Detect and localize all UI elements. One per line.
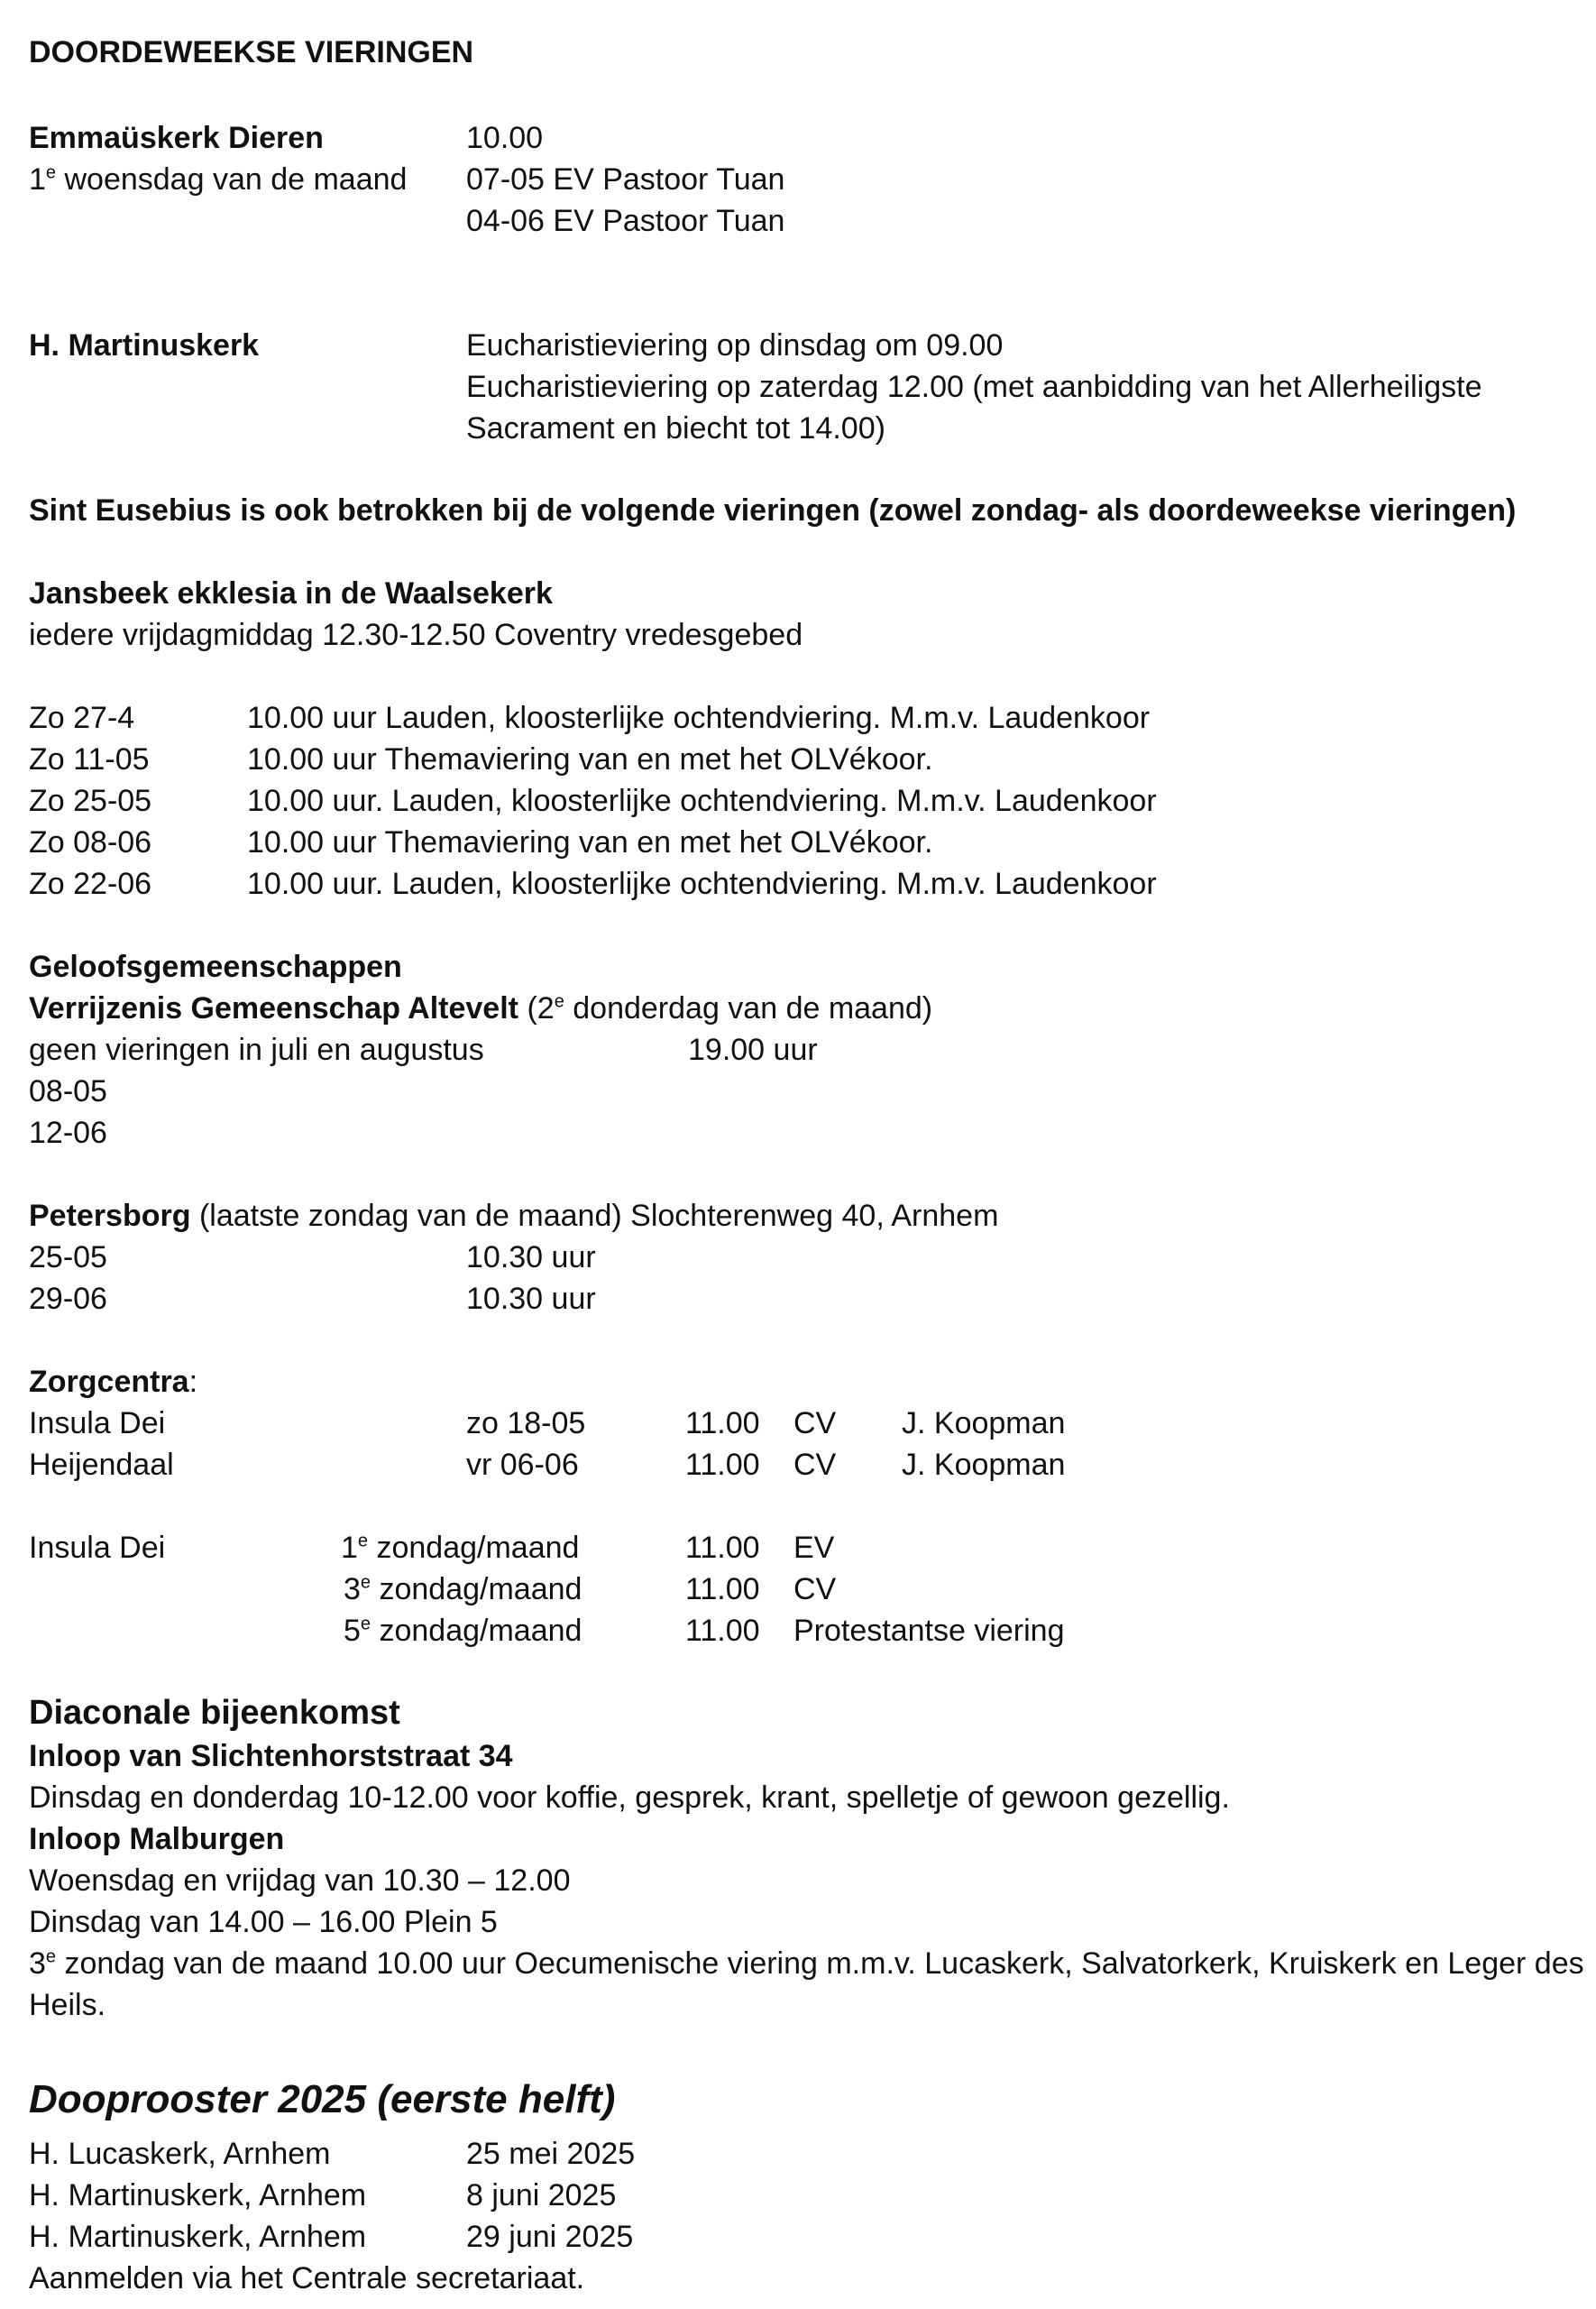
inloop1-text: Dinsdag en donderdag 10-12.00 voor koffie, gesprek, krant, spelletje of gewoon gezellig.: [29, 1780, 1230, 1815]
zorg-who: J. Koopman: [902, 1406, 1066, 1440]
emmaus-time: 10.00: [466, 121, 544, 155]
inloop2-name: Inloop Malburgen: [29, 1822, 285, 1856]
doop-footer: Aanmelden via het Centrale secretariaat.: [29, 2261, 585, 2295]
insula-sunday: 5e zondag/maand: [344, 1614, 582, 1648]
zorg-heading: Zorgcentra:: [29, 1365, 198, 1399]
doop-date: 25 mei 2025: [466, 2137, 636, 2171]
page-title: DOORDEWEEKSE VIERINGEN: [29, 35, 474, 69]
inloop2-line: Dinsdag van 14.00 – 16.00 Plein 5: [29, 1905, 498, 1939]
martinus-line-3: Sacrament en biecht tot 14.00): [466, 411, 885, 446]
oecumenisch-line: 3e zondag van de maand 10.00 uur Oecumenische viering m.m.v. Lucaskerk, Salvatorkerk, Kruiskerk en Leger des: [29, 1946, 1584, 1981]
emmaus-schedule: 1e woensdag van de maand: [29, 162, 408, 197]
zorg-date: vr 06-06: [466, 1448, 579, 1482]
zorg-type: CV: [793, 1406, 837, 1440]
doop-place: H. Lucaskerk, Arnhem: [29, 2137, 331, 2171]
petersborg-time: 10.30 uur: [466, 1282, 596, 1316]
jansbeek-date: Zo 22-06: [29, 867, 152, 901]
insula-place: Insula Dei: [29, 1531, 166, 1565]
inloop2-line: Woensdag en vrijdag van 10.30 – 12.00: [29, 1863, 571, 1898]
geloof-no-july: geen vieringen in juli en augustus: [29, 1033, 484, 1067]
geloof-line: Verrijzenis Gemeenschap Altevelt (2e donderdag van de maand): [29, 991, 933, 1026]
insula-type: Protestantse viering: [793, 1614, 1065, 1648]
jansbeek-line: iedere vrijdagmiddag 12.30-12.50 Coventry vredesgebed: [29, 618, 803, 652]
diaconaal-heading: Diaconale bijeenkomst: [29, 1694, 400, 1732]
insula-type: EV: [793, 1531, 835, 1565]
jansbeek-text: 10.00 uur Themaviering van en met het OLVékoor.: [247, 742, 933, 777]
emmaus-date-1: 07-05 EV Pastoor Tuan: [466, 162, 785, 197]
zorg-time: 11.00: [685, 1448, 760, 1482]
jansbeek-text: 10.00 uur Lauden, kloosterlijke ochtendviering. M.m.v. Laudenkoor: [247, 701, 1151, 735]
zorg-who: J. Koopman: [902, 1448, 1066, 1482]
jansbeek-text: 10.00 uur Themaviering van en met het OLVékoor.: [247, 825, 933, 860]
martinus-line-2: Eucharistieviering op zaterdag 12.00 (met aanbidding van het Allerheiligste: [466, 370, 1482, 404]
oecumenisch-line-2: Heils.: [29, 1988, 106, 2022]
jansbeek-date: Zo 11-05: [29, 742, 150, 777]
jansbeek-text: 10.00 uur. Lauden, kloosterlijke ochtendviering. M.m.v. Laudenkoor: [247, 867, 1157, 901]
geloof-date: 12-06: [29, 1116, 107, 1150]
martinus-name: H. Martinuskerk: [29, 328, 260, 363]
doop-place: H. Martinuskerk, Arnhem: [29, 2220, 367, 2254]
zorg-time: 11.00: [685, 1406, 760, 1440]
doop-place: H. Martinuskerk, Arnhem: [29, 2178, 367, 2212]
insula-time: 11.00: [685, 1572, 760, 1606]
jansbeek-date: Zo 08-06: [29, 825, 152, 860]
insula-sunday: 1e zondag/maand: [341, 1531, 580, 1565]
zorg-type: CV: [793, 1448, 837, 1482]
insula-type: CV: [793, 1572, 837, 1606]
geloof-heading: Geloofsgemeenschappen: [29, 950, 402, 984]
eusebius-note: Sint Eusebius is ook betrokken bij de volgende vieringen (zowel zondag- als doordeweekse vieringen): [29, 493, 1517, 528]
zorg-place: Heijendaal: [29, 1448, 174, 1482]
martinus-line-1: Eucharistieviering op dinsdag om 09.00: [466, 328, 1004, 363]
geloof-time: 19.00 uur: [688, 1033, 818, 1067]
emmaus-date-2: 04-06 EV Pastoor Tuan: [466, 204, 785, 238]
jansbeek-text: 10.00 uur. Lauden, kloosterlijke ochtendviering. M.m.v. Laudenkoor: [247, 784, 1157, 818]
doop-heading: Dooprooster 2025 (eerste helft): [29, 2077, 616, 2121]
zorg-date: zo 18-05: [466, 1406, 586, 1440]
petersborg-date: 29-06: [29, 1282, 107, 1316]
geloof-date: 08-05: [29, 1074, 107, 1109]
petersborg-line: Petersborg (laatste zondag van de maand) Slochterenweg 40, Arnhem: [29, 1199, 999, 1233]
zorg-place: Insula Dei: [29, 1406, 166, 1440]
doop-date: 8 juni 2025: [466, 2178, 617, 2212]
emmaus-name: Emmaüskerk Dieren: [29, 121, 324, 155]
inloop1-name: Inloop van Slichtenhorststraat 34: [29, 1739, 513, 1773]
jansbeek-date: Zo 25-05: [29, 784, 152, 818]
petersborg-date: 25-05: [29, 1240, 107, 1274]
insula-time: 11.00: [685, 1531, 760, 1565]
doop-date: 29 juni 2025: [466, 2220, 634, 2254]
jansbeek-name: Jansbeek ekklesia in de Waalsekerk: [29, 576, 553, 611]
insula-sunday: 3e zondag/maand: [344, 1572, 582, 1606]
jansbeek-date: Zo 27-4: [29, 701, 135, 735]
petersborg-time: 10.30 uur: [466, 1240, 596, 1274]
insula-time: 11.00: [685, 1614, 760, 1648]
